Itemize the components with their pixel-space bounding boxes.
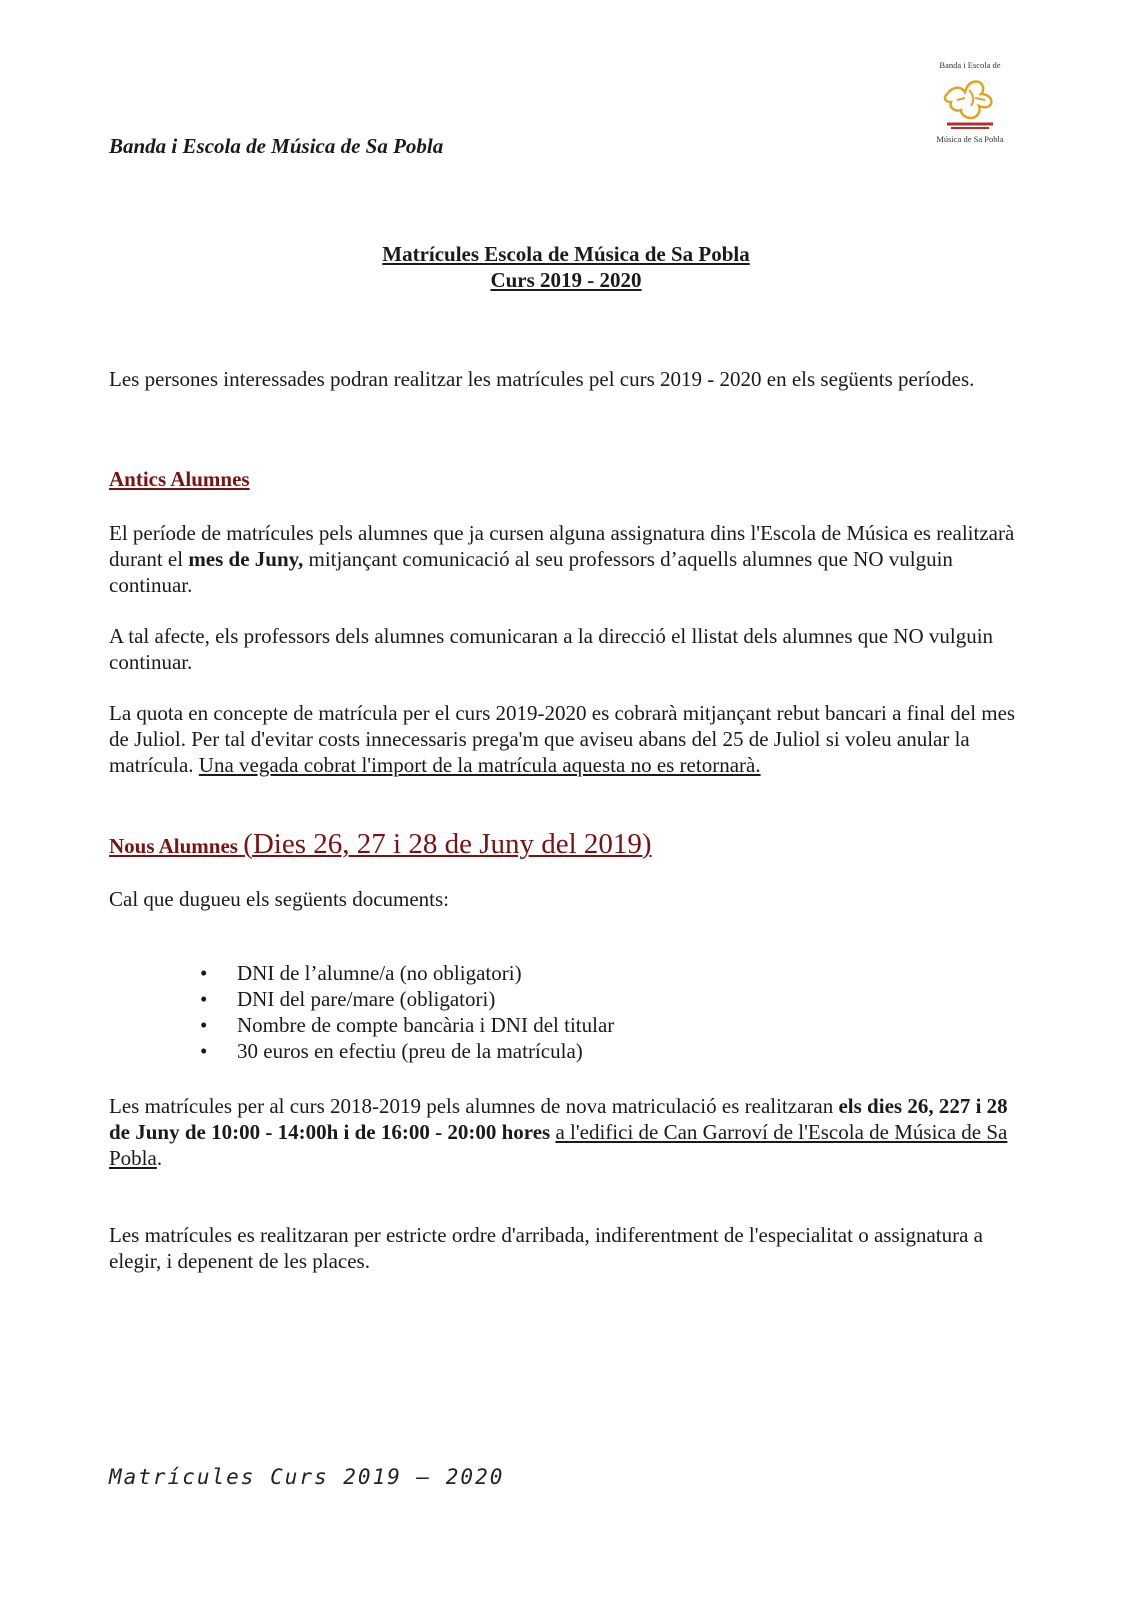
nous-paragraph-1: Les matrícules per al curs 2018-2019 pels alumnes de nova matriculació es realitzaran els dies 26, 227 i 28 de Juny de 10:00 - 14:00h i de 16:00 - 20:00 hores a l'edifici de Can Garroví de l'Escola de Música de Sa Pobla. [109, 1094, 1008, 1170]
antics-paragraph-2: A tal afecte, els professors dels alumnes comunicaran a la direcció el llistat dels alumnes que NO vulguin continuar. [109, 624, 994, 674]
header-title: Banda i Escola de Música de Sa Pobla [109, 134, 444, 158]
logo-top-text: Banda i Escola de [939, 60, 1001, 70]
list-item: • DNI de l’alumne/a (no obligatori) [200, 960, 614, 986]
nous-alumnes-heading [109, 828, 652, 861]
page-footer: Matrícules Curs 2019 – 2020 [109, 1465, 505, 1489]
documents-list [200, 960, 614, 1064]
list-item: • DNI del pare/mare (obligatori) [200, 986, 614, 1012]
location-text: a l'edifici de Can Garroví de l'Escola de Música de Sa Pobla [109, 1120, 1008, 1170]
documents-intro: Cal que dugueu els següents documents: [109, 887, 450, 911]
intro-paragraph: Les persones interessades podran realitzar les matrícules pel curs 2019 - 2020 en els següents períodes. [109, 367, 975, 391]
griffin-emblem-icon [939, 72, 1001, 134]
antics-paragraph-1: El període de matrícules pels alumnes que ja cursen alguna assignatura dins l'Escola de Música es realitzarà durant el mes de Juny, mitjançant comunicació al seu professors d’aquells alumnes que NO vulguin continuar. [109, 521, 1015, 597]
nous-alumnes-label: Nous Alumnes [109, 834, 238, 858]
list-item: • Nombre de compte bancària i DNI del titular [200, 1012, 614, 1038]
document-subtitle: Curs 2019 - 2020 [490, 268, 642, 292]
antics-alumnes-heading: Antics Alumnes [109, 467, 250, 491]
nous-paragraph-2: Les matrícules es realitzaran per estricte ordre d'arribada, indiferentment de l'especialitat o assignatura a elegir, i depenent de les places. [109, 1223, 983, 1273]
logo-bottom-text: Música de Sa Pobla [936, 134, 1004, 144]
document-title: Matrícules Escola de Música de Sa Pobla [382, 242, 750, 266]
no-refund-notice: Una vegada cobrat l'import de la matrícula aquesta no es retornarà. [198, 753, 761, 777]
school-logo [925, 58, 1015, 158]
list-item: • 30 euros en efectiu (preu de la matrícula) [200, 1038, 614, 1064]
antics-paragraph-3: La quota en concepte de matrícula per el curs 2019-2020 es cobrarà mitjançant rebut bancari a final del mes de Juliol. Per tal d'evitar costs innecessaris prega'm que aviseu abans del 25 de Juliol si voleu anular la matrícula. Una vegada cobrat l'import de la matrícula aquesta no es retornarà. [109, 701, 1016, 777]
nous-alumnes-dates: (Dies 26, 27 i 28 de Juny del 2019) [243, 828, 652, 860]
